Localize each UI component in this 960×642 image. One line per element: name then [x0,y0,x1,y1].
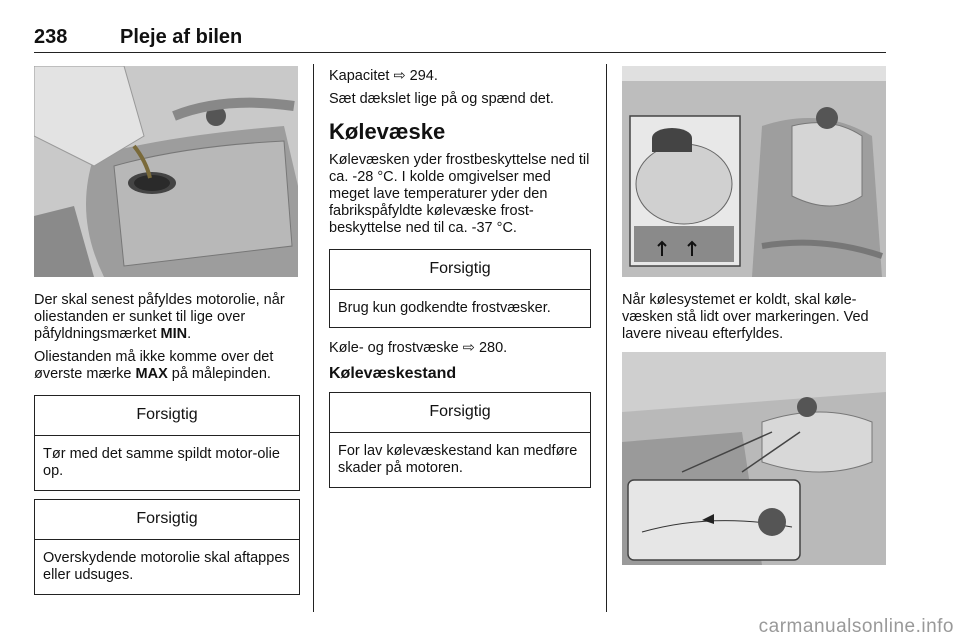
max-mark: MAX [135,366,168,382]
oil-max-paragraph: Oliestanden må ikke komme over det øverste mærke MAX på målepinden. [34,349,274,382]
caution-box-spill [34,395,300,491]
page-title: Pleje af bilen [120,26,243,48]
caution-box-overfill [34,499,300,595]
column-divider-2 [606,64,607,612]
column-3 [622,292,886,349]
caution-text: Overskydende motorolie skal aftappes eller udsuges. [43,550,290,583]
min-mark: MIN [160,326,188,342]
section-heading-coolant: Kølevæske [329,119,446,144]
watermark: carmanualsonline.info [758,616,954,637]
caution-title: Forsigtig [35,396,299,436]
caution-text: Tør med det samme spildt motor-olie op. [43,446,280,479]
coolant-reservoir-illustration [622,66,886,277]
oil-min-paragraph: Der skal senest påfyldes motorolie, når oliestanden er sunket til lige over påfyldningsmærket MIN. [34,292,285,342]
caution-title: Forsigtig [330,250,590,290]
oil-fill-illustration [34,66,298,277]
column-1 [34,292,300,603]
caution-box-low-coolant [329,392,591,488]
page-number: 238 [34,26,68,48]
coolant-intro: Kølevæsken yder frostbeskyttelse ned til ca. -28 °C. I kolde omgivelser med meget lave temperaturer yder den fabrikspåfyldte kølevæske frost-beskyttelse ned til ca. -37 °C. [329,152,590,236]
coolant-level-paragraph: Når kølesystemet er koldt, skal køle-væsken stå lidt over markeringen. Ved lavere niveau efterfyldes. [622,292,869,342]
coolant-tank-location-illustration [622,352,886,565]
caution-title: Forsigtig [35,500,299,540]
caution-box-antifreeze [329,249,591,328]
cap-instruction: Sæt dækslet lige på og spænd det. [329,91,554,107]
caution-title: Forsigtig [330,393,590,433]
subheading-coolant-level: Kølevæskestand [329,365,457,382]
column-divider-1 [313,64,314,612]
antifreeze-ref: Køle- og frostvæske ⇨ 280. [329,340,508,356]
page-header [34,26,886,53]
column-2 [329,68,591,496]
caution-text: Brug kun godkendte frostvæsker. [338,300,551,316]
capacity-ref: Kapacitet ⇨ 294. [329,68,438,84]
caution-text: For lav kølevæskestand kan medføre skader på motoren. [338,443,578,476]
